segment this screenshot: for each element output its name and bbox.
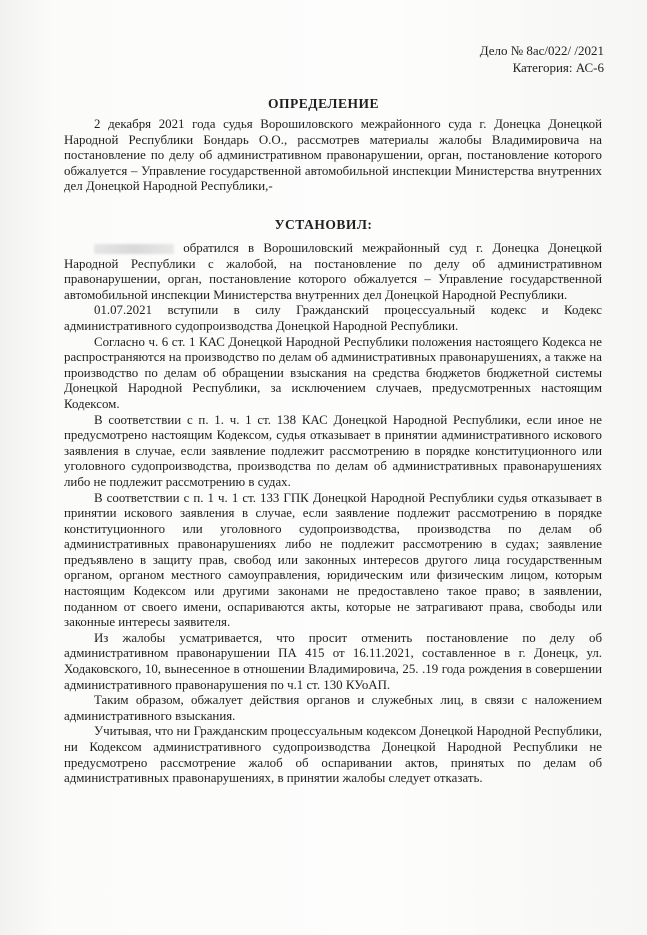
- paragraph: В соответствии с п. 1 ч. 1 ст. 133 ГПК Донецкой Народной Республики судья отказывает в принятии искового заявления в случае, если заявление подлежит рассмотрению в порядке конституционного или уголовного судопроизводства, производства по делам об административных правонарушениях либо не подлежит рассмотрению в судах; заявление предъявлено в защиту прав, свобод или законных интересов другого лица государственным органом, органом местного самоуправления, юридическим или физическим лицом, которым настоящим Кодексом или другими законами не предоставлено такое право; в заявлении, поданном от своего имени, оспариваются акты, которые не затрагивают права, свободы или законные интересы заявителя.: [64, 490, 602, 630]
- case-header: [480, 42, 604, 76]
- redacted-name: [94, 244, 174, 254]
- paragraph: Из жалобы усматривается, что просит отменить постановление по делу об административном правонарушении ПА 415 от 16.11.2021, составленное в г. Донецк, ул. Ходаковского, 10, вынесенное в отношении Владимировича, 25. .19 года рождения в совершении административного правонарушения по ч.1 ст. 130 КУоАП.: [64, 630, 602, 692]
- body-text: [64, 241, 602, 787]
- paragraph: обратился в Ворошиловский межрайонный суд г. Донецка Донецкой Народной Республики с жалобой, на постановление по делу об административном правонарушении, орган, постановление которого обжалуется – Управление государственной автомобильной инспекции Министерства внутренних дел Донецкой Народной Республики.: [64, 241, 602, 302]
- intro-paragraph: [64, 117, 602, 195]
- established-title: УСТАНОВИЛ:: [274, 217, 373, 232]
- paragraph: В соответствии с п. 1. ч. 1 ст. 138 КАС Донецкой Народной Республики, если иное не предусмотрено настоящим Кодексом, судья отказывает в принятии административного искового заявления в случае, если заявление подлежит рассмотрению в порядке конституционного или уголовного судопроизводства, производства по делам об административных правонарушениях либо не подлежит рассмотрению в судах.: [64, 412, 602, 489]
- case-number: Дело № 8ас/022/ /2021: [479, 43, 604, 58]
- case-category: Категория: АС-6: [512, 60, 604, 75]
- paragraph: Учитывая, что ни Гражданским процессуальным кодексом Донецкой Народной Республики, ни Кодексом административного судопроизводства Донецкой Народной Республики не предусмотрено рассмотрение жалоб об оспаривании актов, принятых по делам об административных правонарушениях, в принятии жалобы следует отказать.: [64, 724, 602, 786]
- paragraph: 01.07.2021 вступили в силу Гражданский процессуальный кодекс и Кодекс административного судопроизводства Донецкой Народной Республики.: [64, 303, 602, 333]
- paragraph: 2 декабря 2021 года судья Ворошиловского межрайонного суда г. Донецка Донецкой Народной Республики Бондарь О.О., рассмотрев материалы жалобы Владимировича на постановление по делу об административном правонарушении, орган, постановление которого обжалуется – Управление государственной автомобильной инспекции Министерства внутренних дел Донецкой Народной Республики,-: [64, 117, 602, 194]
- decision-title: ОПРЕДЕЛЕНИЕ: [268, 96, 379, 111]
- paragraph: Согласно ч. 6 ст. 1 КАС Донецкой Народной Республики положения настоящего Кодекса не распространяются на производство по делам об административных правонарушениях, а также на производство по делам об обращении взыскания на средства бюджетов бюджетной системы Донецкой Народной Республики, за исключением случаев, предусмотренных настоящим Кодексом.: [64, 334, 602, 411]
- paragraph: Таким образом, обжалует действия органов и служебных лиц, в связи с наложением административного взыскания.: [64, 693, 602, 723]
